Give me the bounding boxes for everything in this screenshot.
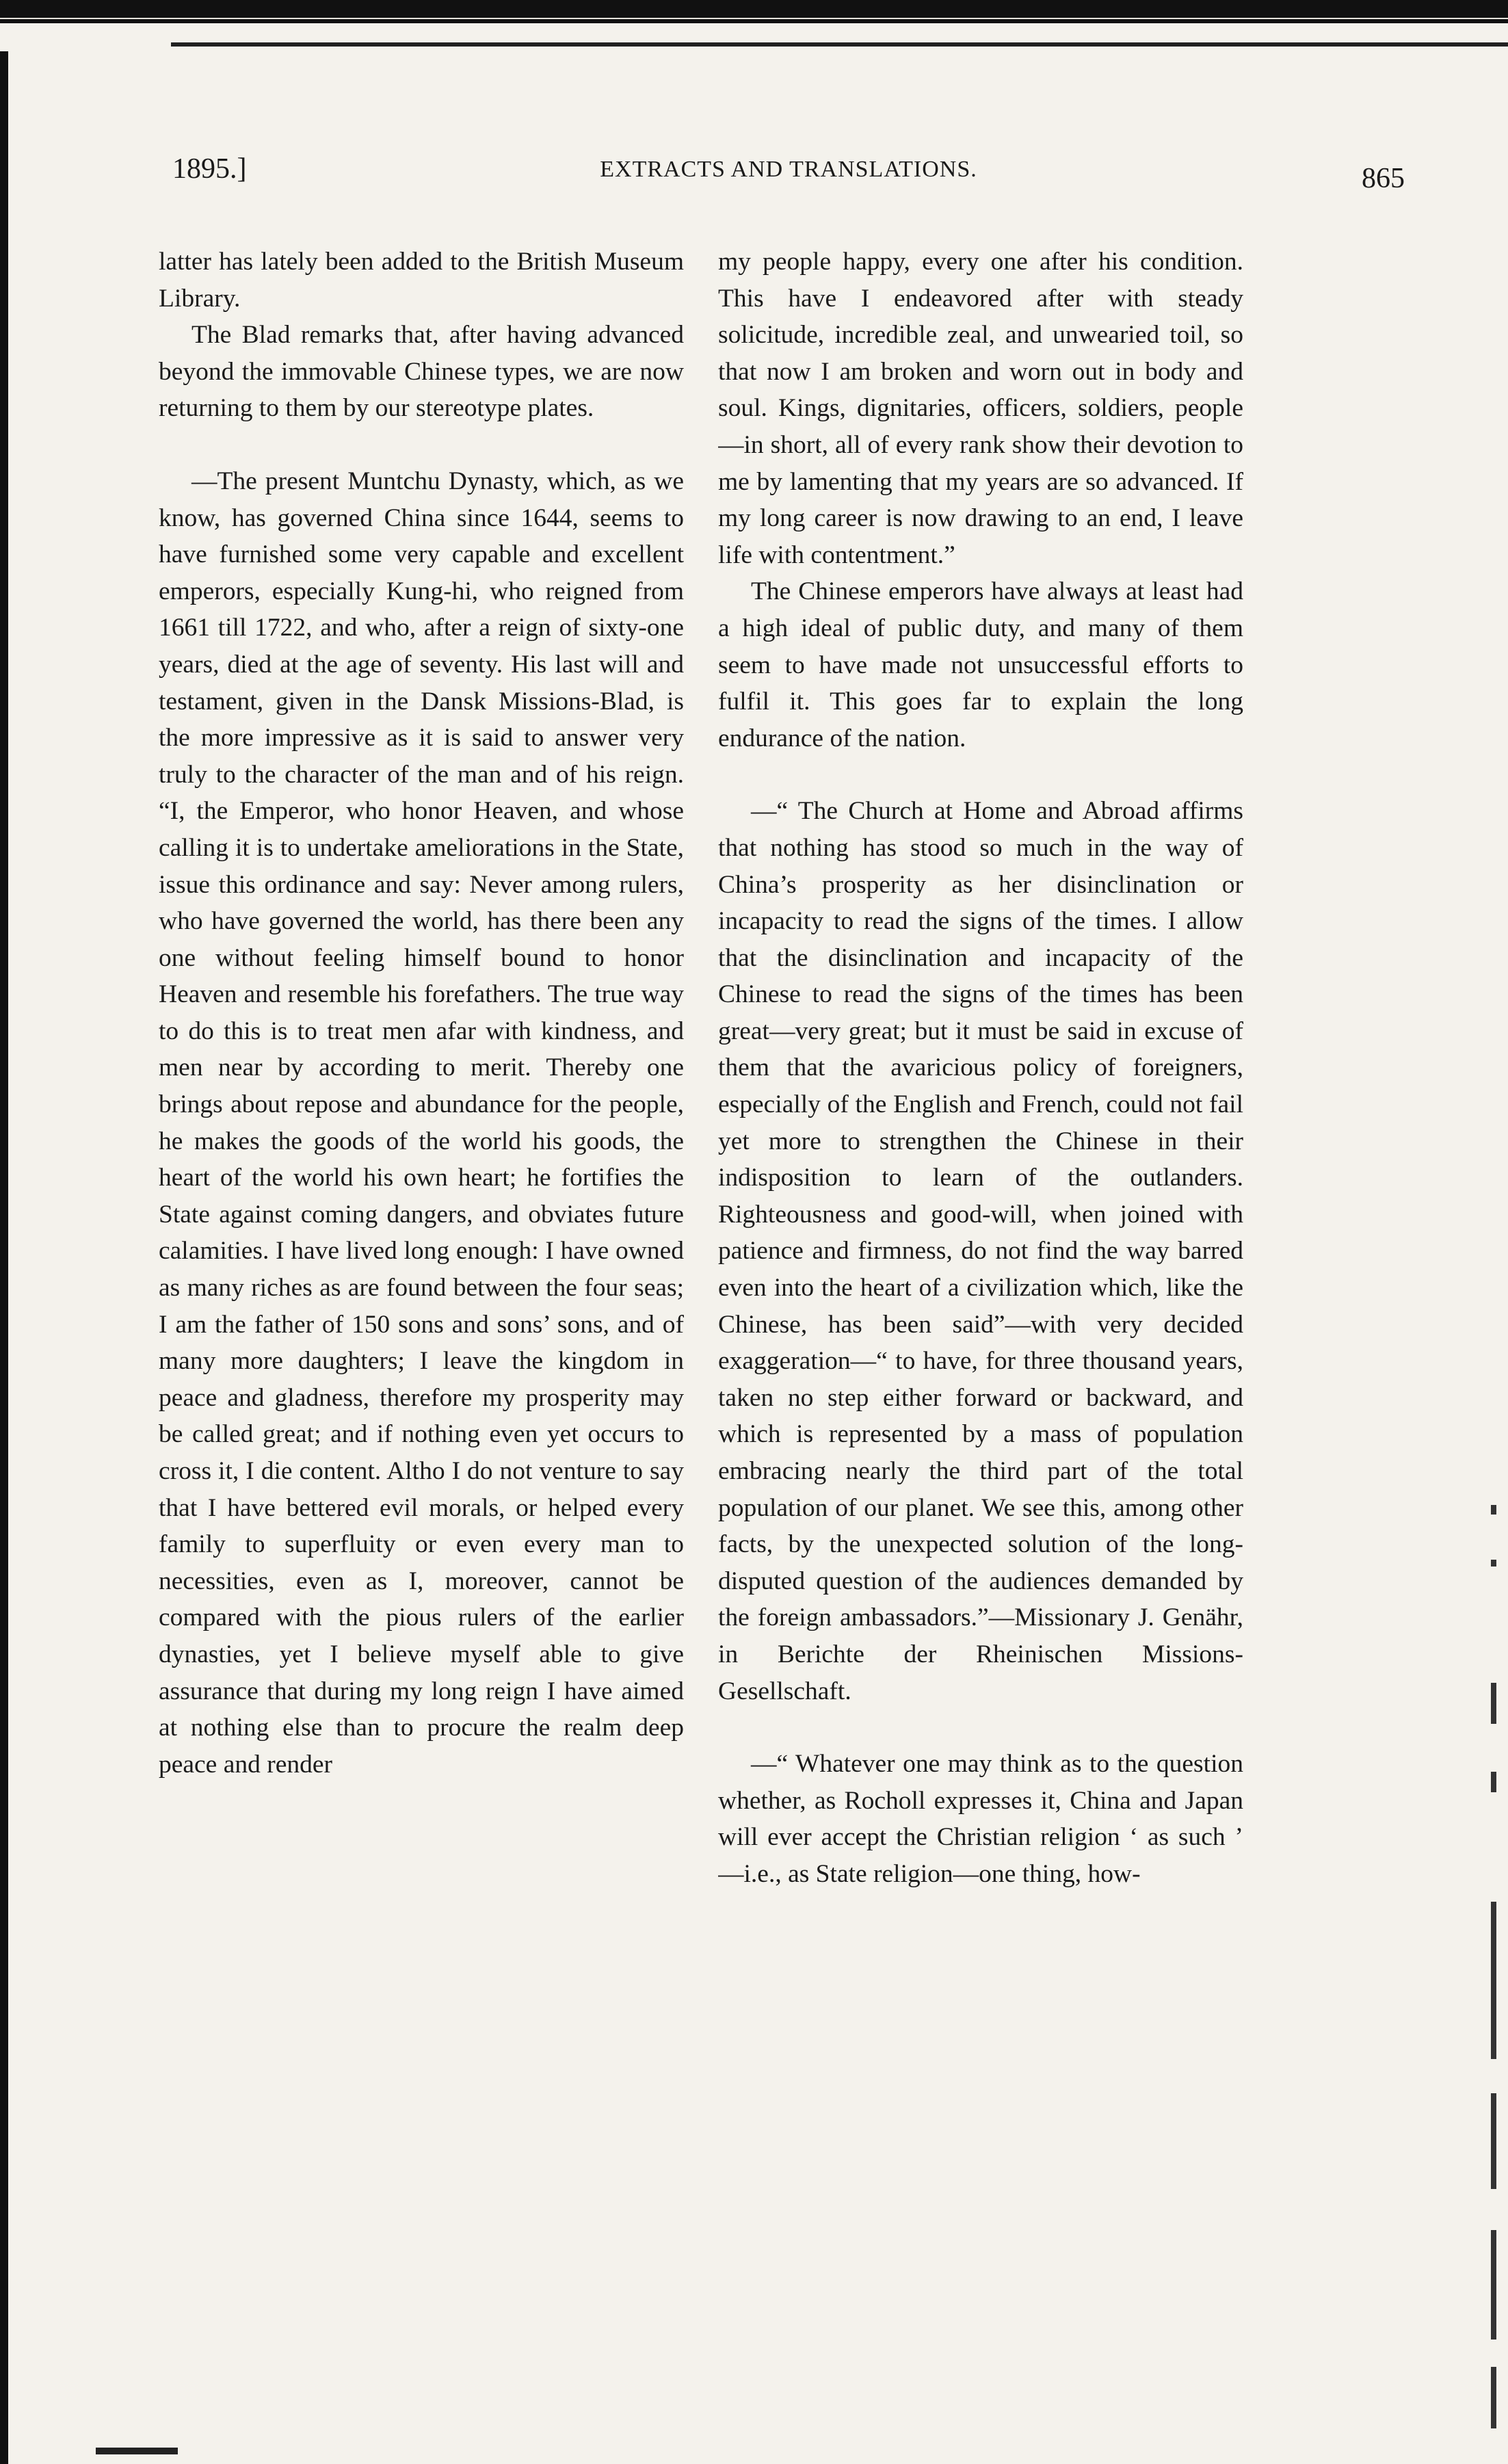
header-rule [171,42,1508,47]
paragraph: —“ The Church at Home and Abroad affirms that nothing has stood so much in the way of China’s prosperity as her disinclination or incapacity to read the signs of the times. I allow that the disinclination and incapacity of the Chinese to read the signs of the times has been great—very great; but it must be said in excuse of them that the avaricious policy of foreigners, especially of the English and French, could not fail yet more to strengthen the Chinese in their indisposition to learn of the outlanders. Righteousness and good-will, when joined with patience and firmness, do not find the way barred even into the heart of a civilization which, like the Chinese, has been said”—with very decided exaggeration—“ to have, for three thousand years, taken no step either forward or backward, and which is represented by a mass of population embracing nearly the third part of the total population of our planet. We see this, among other facts, by the unexpected solution of the long-disputed question of the audiences demanded by the foreign ambassadors.”—Missionary J. Genähr, in Berichte der Rheinischen Missions-Gesellschaft. [718,797,1243,1705]
paragraph: The Chinese emperors have always at least had a high ideal of public duty, and many of them seem to have made not unsuccessful efforts to fulfil it. This goes far to explain the long endurance of the nation. [718,577,1243,752]
paragraph: The Blad remarks that, after having advanced beyond the immovable Chinese types, we are now returning to them by our stereotype plates. [159,321,684,423]
page-section-title: EXTRACTS AND TRANSLATIONS. [600,157,977,182]
page-binding-edge [0,51,8,2464]
right-margin-marks [1488,1478,1499,2449]
bottom-edge-mark [96,2448,178,2454]
top-border-rule [0,0,1508,23]
page-number: 865 [1362,163,1405,194]
paragraph: my people happy, every one after his condition. This have I endeavored after with steady solicitude, incredible zeal, and unwearied toil, so that now I am broken and worn out in body and soul. Kings, dignitaries, officers, soldiers, people—in short, all of every rank show their devotion to me by lamenting that my years are so advanced. If my long career is now drawing to an end, I leave life with contentment.” [718,248,1243,569]
left-column [159,244,684,2419]
running-head [172,147,1405,195]
paragraph: —The present Muntchu Dynasty, which, as we know, has governed China since 1644, seems to have furnished some very capable and excellent emperors, especially Kung-hi, who reigned from 1661 till 1722, and who, after a reign of sixty-one years, died at the age of seventy. His last will and testament, given in the Dansk Missions-Blad, is the more impressive as it is said to answer very truly to the character of the man and of his reign. “I, the Emperor, who honor Heaven, and whose calling it is to undertake ameliorations in the State, issue this ordinance and say: Never among rulers, who have governed the world, has there been any one without feeling himself bound to honor Heaven and resemble his forefathers. The true way to do this is to treat men afar with kindness, and men near by according to merit. Thereby one brings about repose and abundance for the people, he makes the goods of the world his goods, the heart of the world his own heart; he fortifies the State against coming dangers, and obviates future calamities. I have lived long enough: I have owned as many riches as are found between the four seas; I am the father of 150 sons and sons’ sons, and of many more daughters; I leave the kingdom in peace and gladness, therefore my prosperity may be called great; and if nothing even yet occurs to cross it, I die content. Altho I do not venture to say that I have bettered evil morals, or helped every family to superfluity or even every man to necessities, even as I, moreover, cannot be compared with the pious rulers of the earlier dynasties, yet I believe myself able to give assurance that during my long reign I have aimed at nothing else than to procure the realm deep peace and render [159,467,684,1779]
right-column [718,244,1243,2419]
paragraph: —“ Whatever one may think as to the question whether, as Rocholl expresses it, China and Japan will ever accept the Christian religion ‘ as such ’ —i.e., as State religion—one thing, how- [718,1750,1243,1888]
page-date: 1895.] [172,153,247,185]
paragraph: latter has lately been added to the British Museum Library. [159,248,684,313]
